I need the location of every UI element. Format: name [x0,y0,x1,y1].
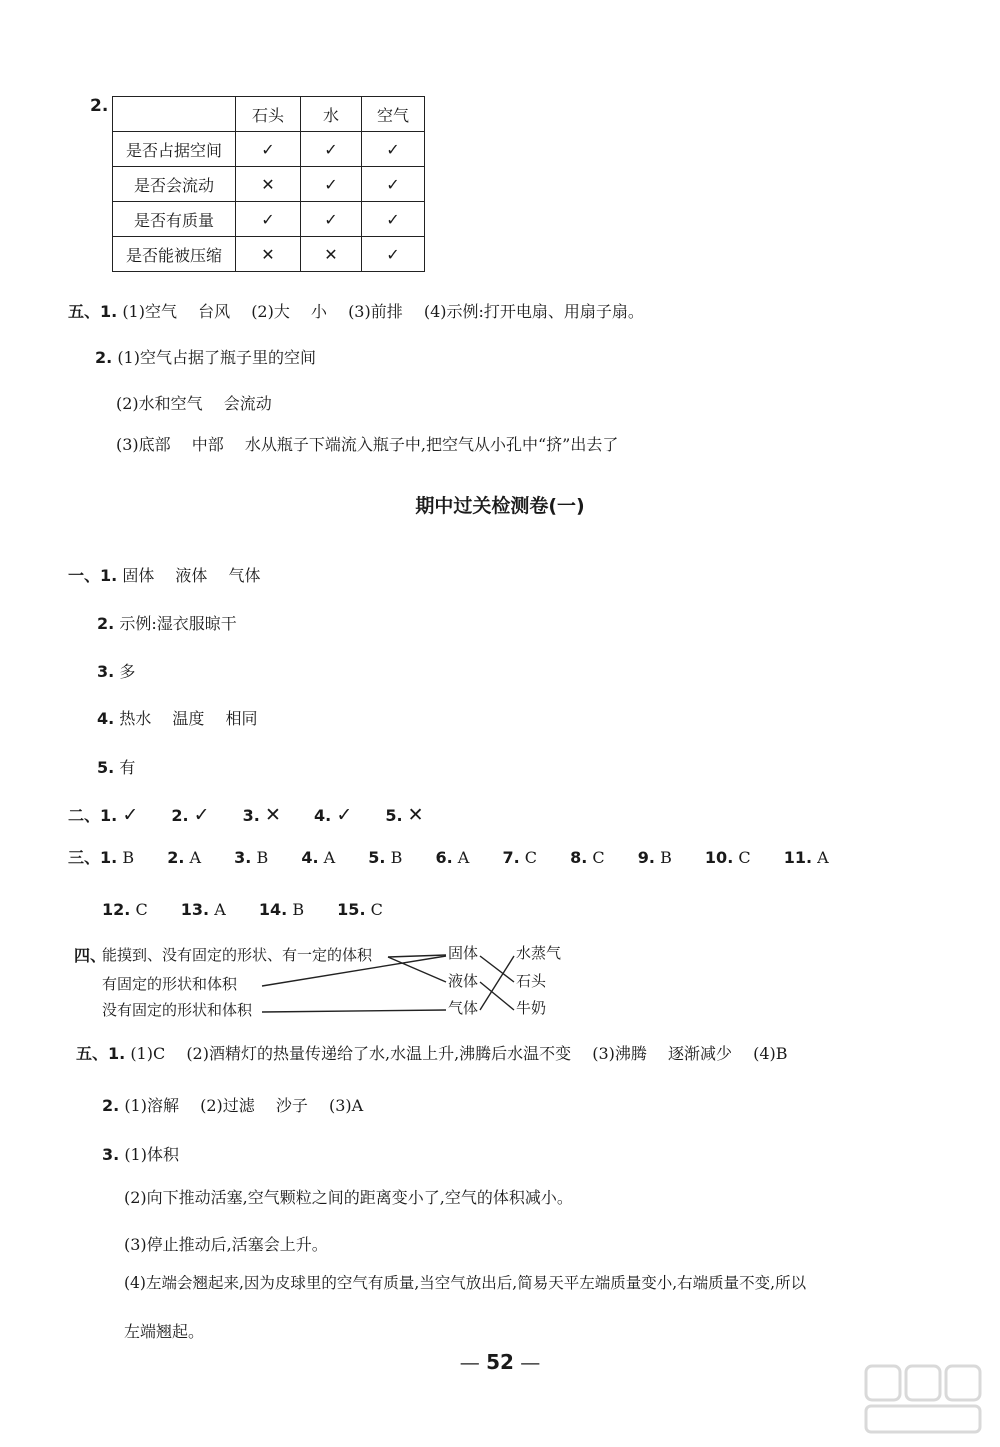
question-number: 4. [314,806,332,825]
check-mark: ✓ [193,804,210,826]
check-mark-cell: ✓ [362,237,425,272]
watermark-logo [860,1360,990,1440]
check-mark: ✓ [336,804,353,826]
answer-text: (2)大 [251,302,290,321]
answer-line-5b-3-4: (4)左端会翘起来,因为皮球里的空气有质量,当空气放出后,简易天平左端质量变小,右端质量不变,所以 [124,1274,807,1292]
answer-text: 温度 [172,709,205,728]
answer-line-5b-3-5: 左端翘起。 [124,1322,205,1341]
question-number: 14. [258,900,288,919]
question-number: 10. [704,848,734,867]
answer-text: 多 [119,662,136,681]
match-line [388,955,446,957]
question-number: 5. [97,758,115,777]
table-header-cell: 水 [301,97,362,132]
answer-text: (1)体积 [124,1145,179,1164]
answer-text: 示例:湿衣服晾干 [119,614,237,633]
cross-mark-cell: ✕ [236,167,301,202]
cross-mark: ✕ [407,804,424,826]
match-middle-item: 液体 [448,972,479,990]
cross-mark-cell: ✕ [236,237,301,272]
answer-line-5b-1 [76,1046,788,1062]
choice-answer: B [660,848,672,867]
question-number: 5. [368,848,386,867]
answer-text: (4)B [753,1044,788,1063]
check-mark-cell: ✓ [236,132,301,167]
answer-text: (4)示例:打开电扇、用扇子扇。 [423,302,644,321]
answer-text: 沙子 [275,1096,308,1115]
question-number: 2. [102,1096,120,1115]
question-number: 6. [435,848,453,867]
check-mark-cell: ✓ [301,202,362,237]
match-left-item: 没有固定的形状和体积 [102,1001,253,1019]
cross-mark: ✕ [264,804,281,826]
answer-text: (1)空气 [122,302,177,321]
choice-answer: A [323,848,336,867]
choice-answer: A [214,900,226,919]
choice-answer: C [524,848,537,867]
match-middle-item: 气体 [448,999,479,1017]
check-mark-cell: ✓ [301,167,362,202]
question-number: 3. [97,662,115,681]
match-right-item: 牛奶 [516,999,547,1017]
match-left-item: 能摸到、没有固定的形状、有一定的体积 [102,946,373,964]
table-header-cell: 石头 [236,97,301,132]
section-label: 四、 [74,946,107,965]
check-mark-cell: ✓ [236,202,301,237]
question-number: 2. [171,806,189,825]
question-number: 7. [502,848,520,867]
question-number: 五、1. [76,1044,126,1063]
choice-answer: B [122,848,135,867]
match-line [262,1010,446,1012]
row-label: 是否占据空间 [113,132,236,167]
match-line [480,956,514,1010]
question-number: 12. [102,900,131,919]
choice-answer: C [592,848,605,867]
answer-text: (2)过滤 [200,1096,255,1115]
question-number: 4. [301,848,319,867]
match-middle-item: 固体 [448,944,479,962]
answer-text: (2)水和空气 [116,394,203,413]
answer-text: (1)溶解 [124,1096,179,1115]
match-right-item: 石头 [516,972,547,990]
section-label: 三、 [68,848,101,867]
check-mark-cell: ✓ [362,167,425,202]
choice-answer: C [370,900,383,919]
answer-line-5b-3-3: (3)停止推动后,活塞会上升。 [124,1235,328,1254]
question-number: 4. [97,709,115,728]
answer-text: (3)底部 [116,435,171,454]
question-number: 9. [637,848,655,867]
question-number: 13. [180,900,210,919]
cross-mark-cell: ✕ [301,237,362,272]
answer-text: 气体 [228,566,261,585]
choice-answer: C [135,900,148,919]
match-left-item: 有固定的形状和体积 [102,975,238,993]
question-number: 3. [234,848,252,867]
question-number: 15. [337,900,366,919]
choice-answer: B [256,848,269,867]
answer-text: 台风 [198,302,231,321]
answer-line-5b-3-2: (2)向下推动活塞,空气颗粒之间的距离变小了,空气的体积减小。 [124,1188,573,1207]
row-label: 是否会流动 [113,167,236,202]
answer-text: 水从瓶子下端流入瓶子中,把空气从小孔中“挤”出去了 [244,435,619,454]
choice-answer: B [292,900,305,919]
check-mark: ✓ [122,804,139,826]
question-number: 5. [385,806,403,825]
question-number: 五、1. [68,302,118,321]
answer-text: 逐渐减少 [668,1044,733,1063]
answer-text: 中部 [191,435,224,454]
section-title: 期中过关检测卷(一) [415,495,585,517]
answer-text: (1)C [130,1044,166,1063]
question-number: 2. [95,348,113,367]
question-number: 2. [97,614,115,633]
row-label: 是否能被压缩 [113,237,236,272]
answer-text: 液体 [175,566,208,585]
match-right-item: 水蒸气 [516,944,562,962]
check-mark-cell: ✓ [362,202,425,237]
question-number: 3. [102,1145,120,1164]
answer-text: 有 [119,758,136,777]
answer-text: 小 [310,302,327,321]
choice-answer: C [738,848,751,867]
question-number: 8. [570,848,588,867]
answer-text: (3)前排 [348,302,403,321]
answer-text: (1)空气占据了瓶子里的空间 [117,348,316,367]
answer-text: (3)A [328,1096,364,1115]
match-line [480,956,514,982]
match-line [480,982,514,1010]
question-number: 一、1. [68,566,118,585]
choice-answer: A [817,848,829,867]
answer-text: (3)沸腾 [592,1044,647,1063]
question-number: 2. [167,848,185,867]
choice-answer: A [457,848,470,867]
question-number: 1. [100,806,118,825]
question-number: 1. [100,848,118,867]
question-number: 3. [242,806,260,825]
answer-text: 热水 [119,709,152,728]
answer-text: (2)酒精灯的热量传递给了水,水温上升,沸腾后水温不变 [186,1044,572,1063]
choice-answer: B [390,848,403,867]
question-number: 2. [90,96,109,116]
section-label: 二、 [68,806,101,825]
answer-text: 相同 [225,709,258,728]
check-mark-cell: ✓ [301,132,362,167]
answer-line-5b-2 [102,1098,363,1114]
page-number: — 52 — [459,1350,541,1374]
answer-line-5b-3-1 [102,1147,179,1163]
choice-answer: A [189,848,202,867]
answer-text: 会流动 [223,394,272,413]
table-header-cell: 空气 [362,97,425,132]
question-number: 11. [783,848,813,867]
check-mark-cell: ✓ [362,132,425,167]
row-label: 是否有质量 [113,202,236,237]
match-line [262,956,446,986]
answer-text: 固体 [122,566,155,585]
